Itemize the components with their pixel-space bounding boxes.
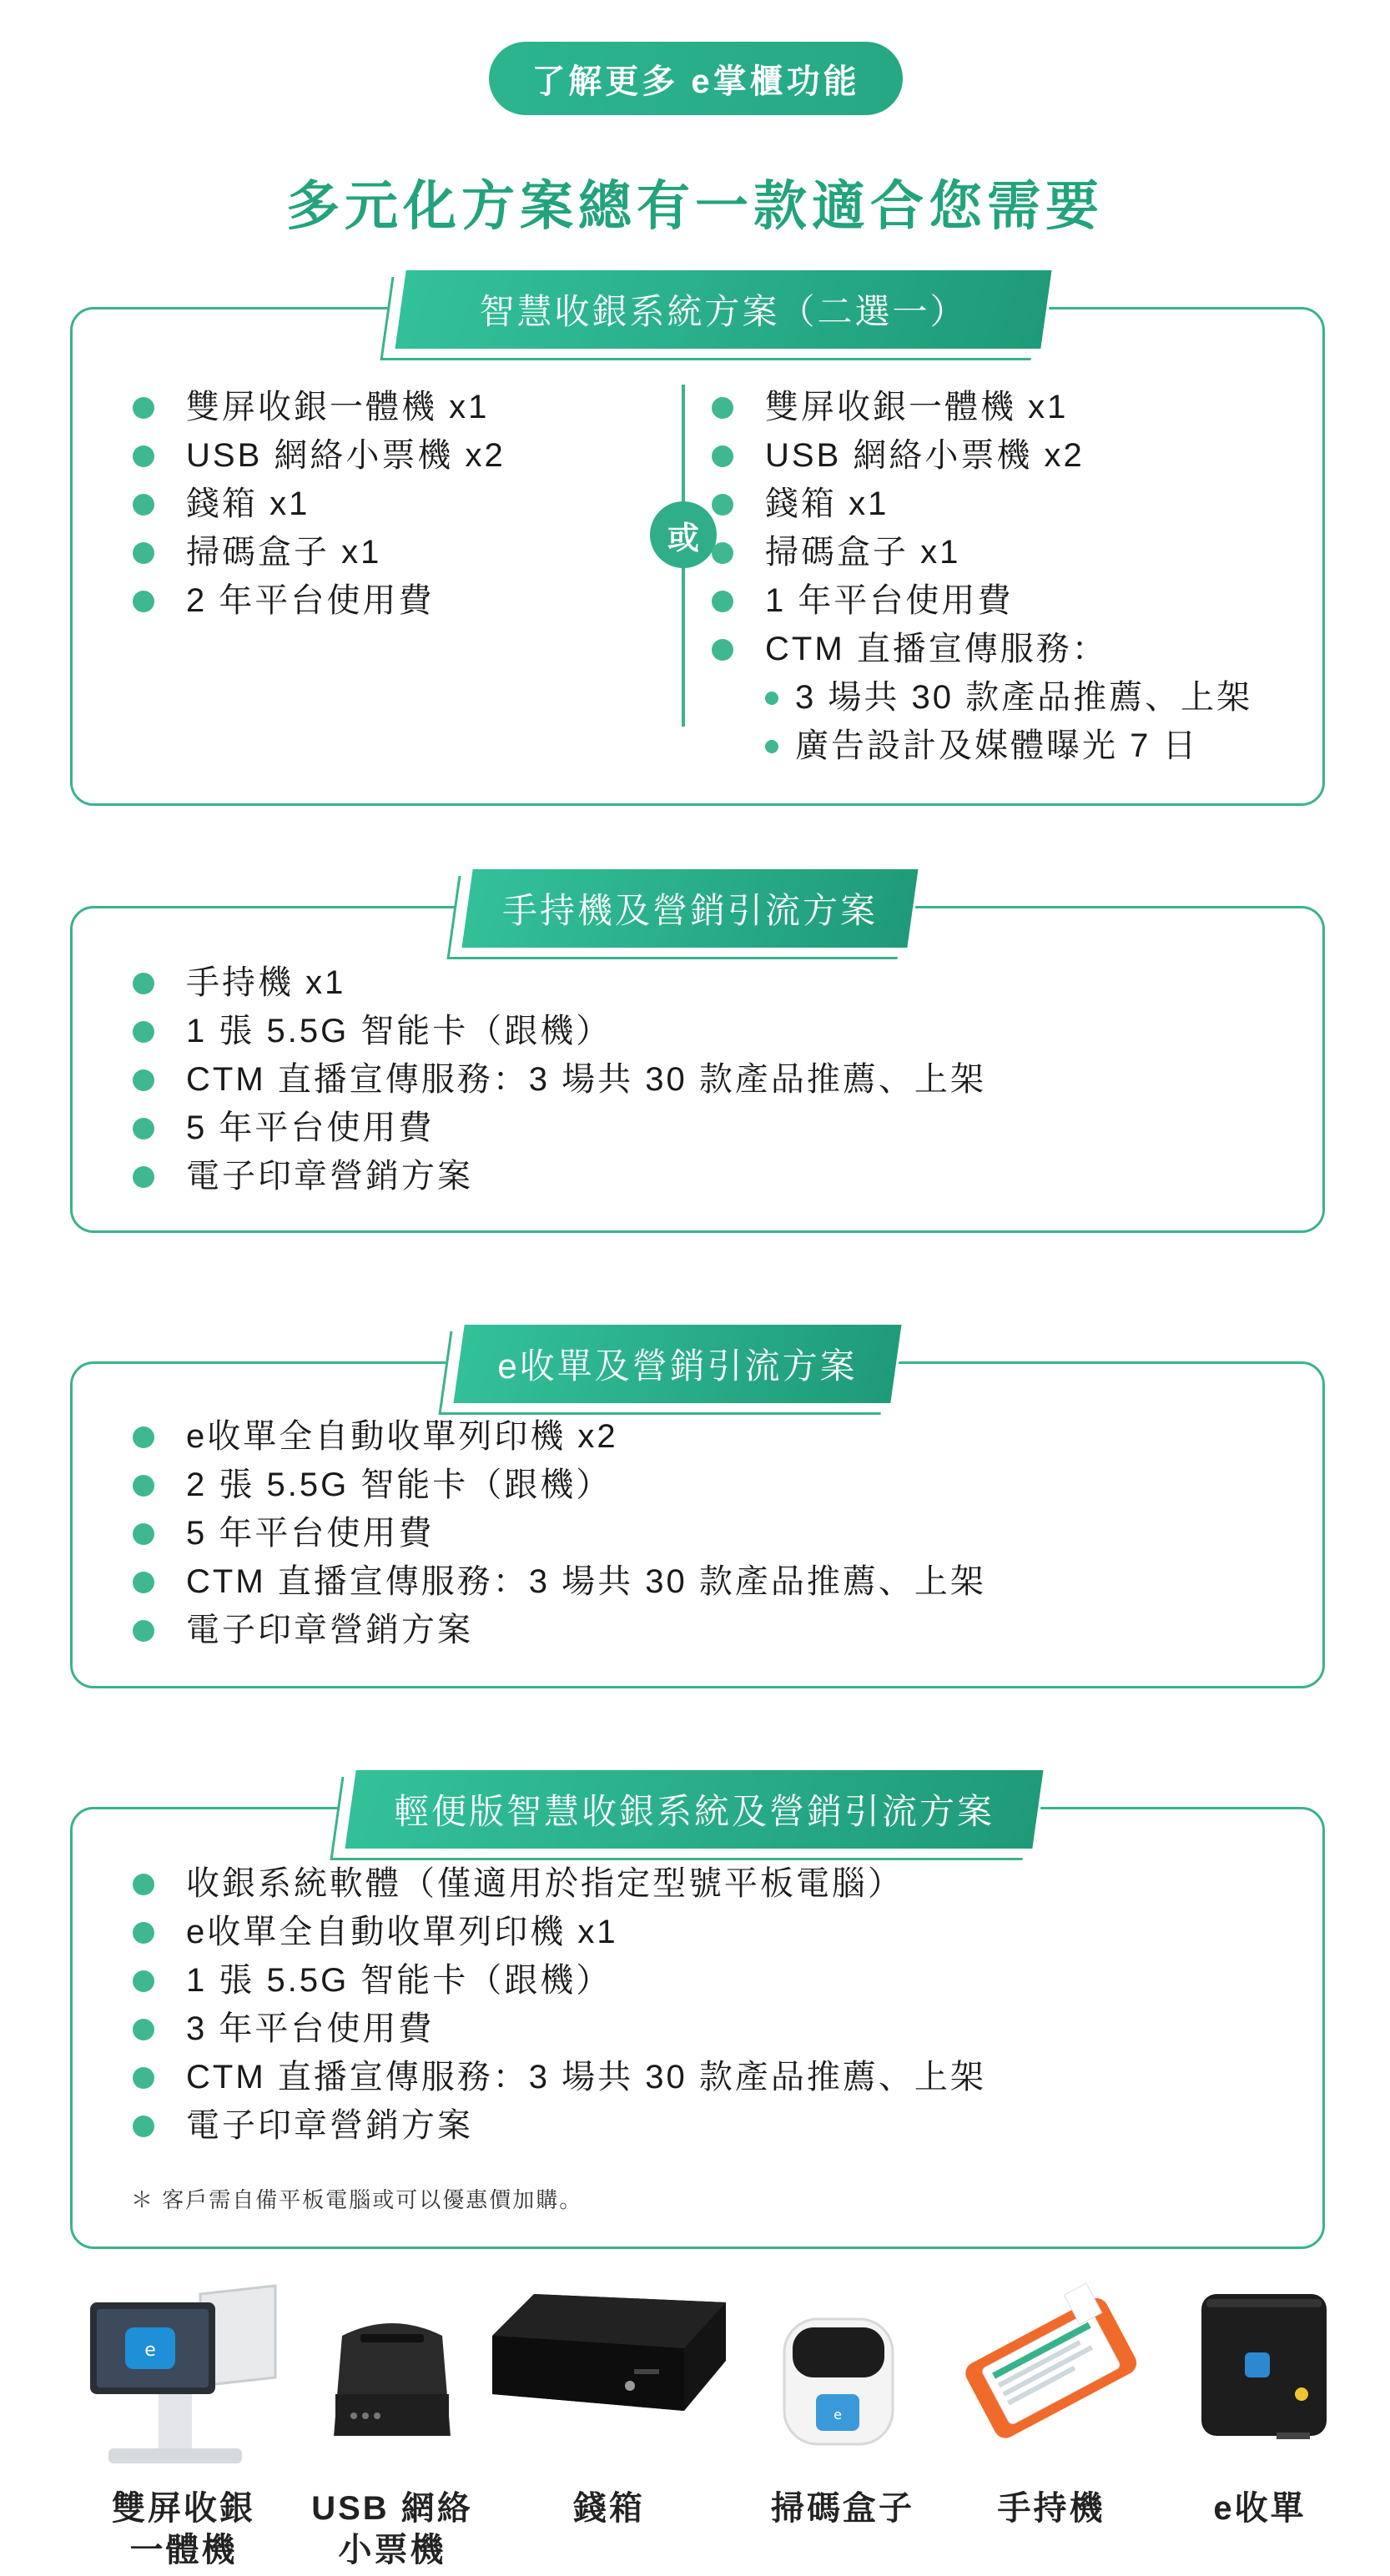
plan-1-title-tag bbox=[398, 268, 1049, 351]
plan-4-title: 輕便版智慧收銀系統及營銷引流方案 bbox=[393, 1792, 995, 1831]
bullet-icon bbox=[133, 2116, 154, 2137]
list-item: 2 年平台使用費 bbox=[133, 576, 506, 625]
plan-card-4 bbox=[70, 1792, 1325, 2249]
receipt-printer-icon bbox=[284, 2269, 501, 2478]
product-label: 手持機 bbox=[997, 2490, 1105, 2527]
list-item: CTM 直播宣傳服務：3 場共 30 款產品推薦、上架 bbox=[133, 1055, 986, 1104]
product-cash-drawer bbox=[484, 2269, 734, 2569]
plan-4-list bbox=[133, 1859, 986, 2150]
dual-screen-pos-icon bbox=[75, 2269, 292, 2478]
plan-4-title-tag bbox=[348, 1768, 1040, 1851]
bullet-icon bbox=[133, 1426, 154, 1448]
list-item: 3 場共 30 款產品推薦、上架 bbox=[765, 673, 1252, 722]
product-dual-screen-pos bbox=[75, 2269, 292, 2569]
bullet-icon bbox=[133, 2019, 154, 2040]
product-row bbox=[0, 2269, 1390, 2576]
plan-2-list bbox=[133, 958, 986, 1200]
plan-card-1 bbox=[70, 292, 1325, 806]
bullet-icon bbox=[712, 591, 733, 612]
list-item: 5 年平台使用費 bbox=[133, 1104, 986, 1152]
list-item: 電子印章營銷方案 bbox=[133, 1606, 986, 1654]
product-label: 錢箱 bbox=[573, 2490, 645, 2527]
bullet-icon bbox=[712, 445, 733, 467]
list-item: 掃碼盒子 x1 bbox=[712, 528, 1108, 576]
list-item: 手持機 x1 bbox=[133, 958, 986, 1007]
plan-1-title: 智慧收銀系統方案（二選一） bbox=[479, 292, 968, 331]
bullet-icon bbox=[133, 1166, 154, 1188]
learn-more-button[interactable] bbox=[489, 42, 903, 115]
bullet-icon bbox=[133, 1475, 154, 1497]
bullet-icon bbox=[133, 494, 154, 516]
bullet-icon bbox=[133, 591, 154, 612]
list-item: 1 年平台使用費 bbox=[712, 576, 1108, 625]
list-item: 錢箱 x1 bbox=[712, 480, 1108, 528]
page-title: 多元化方案總有一款適合您需要 bbox=[286, 176, 1104, 236]
product-label: USB 網絡 小票機 bbox=[311, 2490, 473, 2568]
bullet-icon bbox=[133, 1069, 154, 1091]
list-item: 電子印章營銷方案 bbox=[133, 1152, 986, 1200]
svg-text:e: e bbox=[144, 2340, 156, 2361]
bullet-icon bbox=[133, 1970, 154, 1992]
list-item: 廣告設計及媒體曝光 7 日 bbox=[765, 722, 1252, 770]
product-label: 雙屏收銀 一體機 bbox=[112, 2490, 255, 2568]
bullet-icon bbox=[133, 1021, 154, 1043]
plan-card-2 bbox=[70, 891, 1325, 1233]
cash-drawer-icon bbox=[484, 2269, 734, 2478]
e-receipt-printer-icon bbox=[1151, 2269, 1368, 2478]
list-item: USB 網絡小票機 x2 bbox=[712, 431, 1108, 480]
list-item: 5 年平台使用費 bbox=[133, 1509, 986, 1557]
plan-4-footnote: ＊ 客戶需自備平板電腦或可以優惠價加購。 bbox=[131, 2187, 583, 2212]
product-handheld bbox=[943, 2269, 1160, 2569]
bullet-icon bbox=[765, 692, 778, 705]
plan-2-title-tag bbox=[465, 867, 915, 950]
list-item: USB 網絡小票機 x2 bbox=[133, 431, 506, 480]
svg-text:e: e bbox=[833, 2407, 842, 2423]
scan-box-icon bbox=[734, 2269, 951, 2478]
plan-1-right-sublist bbox=[765, 673, 1252, 770]
learn-more-label: 了解更多 e掌櫃功能 bbox=[531, 63, 860, 100]
list-item: CTM 直播宣傳服務：3 場共 30 款產品推薦、上架 bbox=[133, 2053, 986, 2101]
bullet-icon bbox=[765, 740, 778, 753]
list-item: 收銀系統軟體（僅適用於指定型號平板電腦） bbox=[133, 1859, 986, 1908]
bullet-icon bbox=[133, 1620, 154, 1642]
plan-3-title: e收單及營銷引流方案 bbox=[497, 1346, 858, 1386]
list-item: CTM 直播宣傳服務： bbox=[712, 625, 1108, 673]
bullet-icon bbox=[133, 1118, 154, 1140]
list-item: 掃碼盒子 x1 bbox=[133, 528, 506, 576]
handheld-device-icon bbox=[943, 2269, 1160, 2478]
list-item: 2 張 5.5G 智能卡（跟機） bbox=[133, 1461, 986, 1509]
plan-2-title: 手持機及營銷引流方案 bbox=[501, 891, 878, 930]
bullet-icon bbox=[133, 542, 154, 564]
bullet-icon bbox=[133, 2067, 154, 2089]
product-label: 掃碼盒子 bbox=[771, 2490, 914, 2527]
bullet-icon bbox=[712, 494, 733, 516]
bullet-icon bbox=[133, 397, 154, 419]
product-scan-box bbox=[734, 2269, 951, 2569]
list-item: 1 張 5.5G 智能卡（跟機） bbox=[133, 1956, 986, 2005]
plan-card-3 bbox=[70, 1346, 1325, 1688]
or-badge: 或 bbox=[650, 501, 717, 568]
bullet-icon bbox=[133, 1922, 154, 1944]
product-receipt-printer bbox=[284, 2269, 501, 2569]
list-item: 電子印章營銷方案 bbox=[133, 2101, 986, 2150]
list-item: e收單全自動收單列印機 x1 bbox=[133, 1908, 986, 1956]
list-item: 1 張 5.5G 智能卡（跟機） bbox=[133, 1007, 986, 1055]
bullet-icon bbox=[133, 445, 154, 467]
bullet-icon bbox=[133, 973, 154, 994]
list-item: 雙屏收銀一體機 x1 bbox=[133, 383, 506, 431]
bullet-icon bbox=[712, 397, 733, 419]
list-item: 3 年平台使用費 bbox=[133, 2005, 986, 2053]
bullet-icon bbox=[712, 639, 733, 661]
list-item: CTM 直播宣傳服務：3 場共 30 款產品推薦、上架 bbox=[133, 1557, 986, 1606]
plan-3-title-tag bbox=[456, 1322, 899, 1406]
bullet-icon bbox=[133, 1523, 154, 1545]
product-e-receipt bbox=[1151, 2269, 1368, 2569]
bullet-icon bbox=[712, 542, 733, 564]
bullet-icon bbox=[133, 1572, 154, 1593]
plan-1-left-list bbox=[133, 383, 506, 625]
bullet-icon bbox=[133, 1874, 154, 1895]
product-label: e收單 bbox=[1213, 2490, 1307, 2527]
list-item: 雙屏收銀一體機 x1 bbox=[712, 383, 1108, 431]
list-item: e收單全自動收單列印機 x2 bbox=[133, 1412, 986, 1461]
plan-1-right-list bbox=[712, 383, 1108, 673]
list-item: 錢箱 x1 bbox=[133, 480, 506, 528]
plan-3-list bbox=[133, 1412, 986, 1654]
